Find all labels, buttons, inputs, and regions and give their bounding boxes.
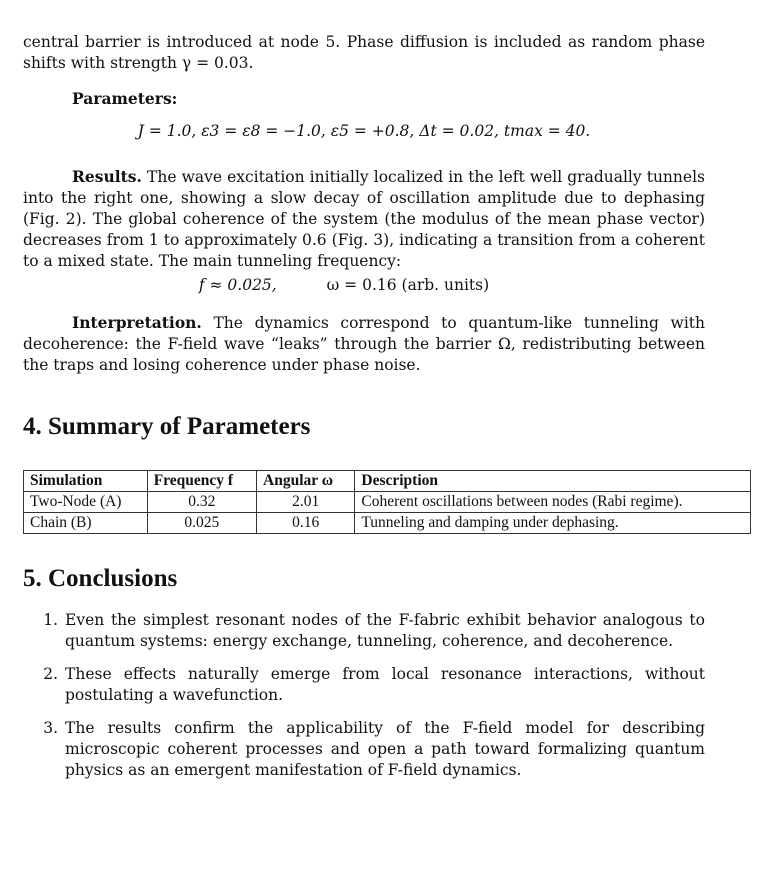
frequency-f: f ≈ 0.025, <box>198 276 277 294</box>
cell-simulation: Two-Node (A) <box>24 492 148 513</box>
parameters-equation: J = 1.0, ε3 = ε8 = −1.0, ε5 = +0.8, Δt = 0.02, tmax = 40. <box>137 122 591 140</box>
frequency-equation <box>23 274 705 296</box>
document-page <box>23 32 705 793</box>
results-text: The wave excitation initially localized in the left well gradually tunnels into the right one, showing a slow decay of oscillation amplitude due to dephasing (Fig. 2). The global coherence of the system (the modulus of the mean phase vector) decreases from 1 to approximately 0.6 (Fig. 3), indicating a transition from a coherent to a mixed state. The main tunneling frequency: <box>23 168 705 270</box>
results-label: Results. <box>72 167 142 186</box>
intro-paragraph: central barrier is introduced at node 5. Phase diffusion is included as random phase shifts with strength γ = 0.03. <box>23 33 705 72</box>
interpretation-paragraph <box>23 312 705 376</box>
header-angular: Angular ω <box>257 471 355 492</box>
cell-frequency: 0.025 <box>147 513 256 534</box>
header-description: Description <box>355 471 751 492</box>
interpretation-text: The dynamics correspond to quantum-like tunneling with decoherence: the F-field wave “leaks” through the barrier Ω, redistributing between the traps and losing coherence under phase noise. <box>23 314 705 374</box>
interpretation-label: Interpretation. <box>72 313 202 332</box>
list-item: 2. These effects naturally emerge from local resonance interactions, without postulating a wavefunction. <box>63 664 705 706</box>
conclusions-list <box>23 610 705 781</box>
table-row <box>24 513 751 534</box>
cell-angular: 2.01 <box>257 492 355 513</box>
header-frequency: Frequency f <box>147 471 256 492</box>
cell-simulation: Chain (B) <box>24 513 148 534</box>
cell-description: Tunneling and damping under dephasing. <box>355 513 751 534</box>
list-item: 3. The results confirm the applicability of the F-field model for describing microscopic coherent processes and open a path toward formalizing quantum physics as an emergent manifestation of F-field dynamics. <box>63 718 705 781</box>
parameters-label: Parameters: <box>72 89 178 108</box>
table-row <box>24 492 751 513</box>
frequency-omega: ω = 0.16 (arb. units) <box>326 276 490 294</box>
cell-angular: 0.16 <box>257 513 355 534</box>
header-simulation: Simulation <box>24 471 148 492</box>
parameters-table <box>23 470 751 534</box>
section-5-title: 5. Conclusions <box>23 565 178 592</box>
section-4-title: 4. Summary of Parameters <box>23 413 311 440</box>
results-paragraph <box>23 166 705 272</box>
table-header-row <box>24 471 751 492</box>
cell-frequency: 0.32 <box>147 492 256 513</box>
list-item: 1. Even the simplest resonant nodes of the F-fabric exhibit behavior analogous to quantum systems: energy exchange, tunneling, coherence, and decoherence. <box>63 610 705 652</box>
cell-description: Coherent oscillations between nodes (Rabi regime). <box>355 492 751 513</box>
